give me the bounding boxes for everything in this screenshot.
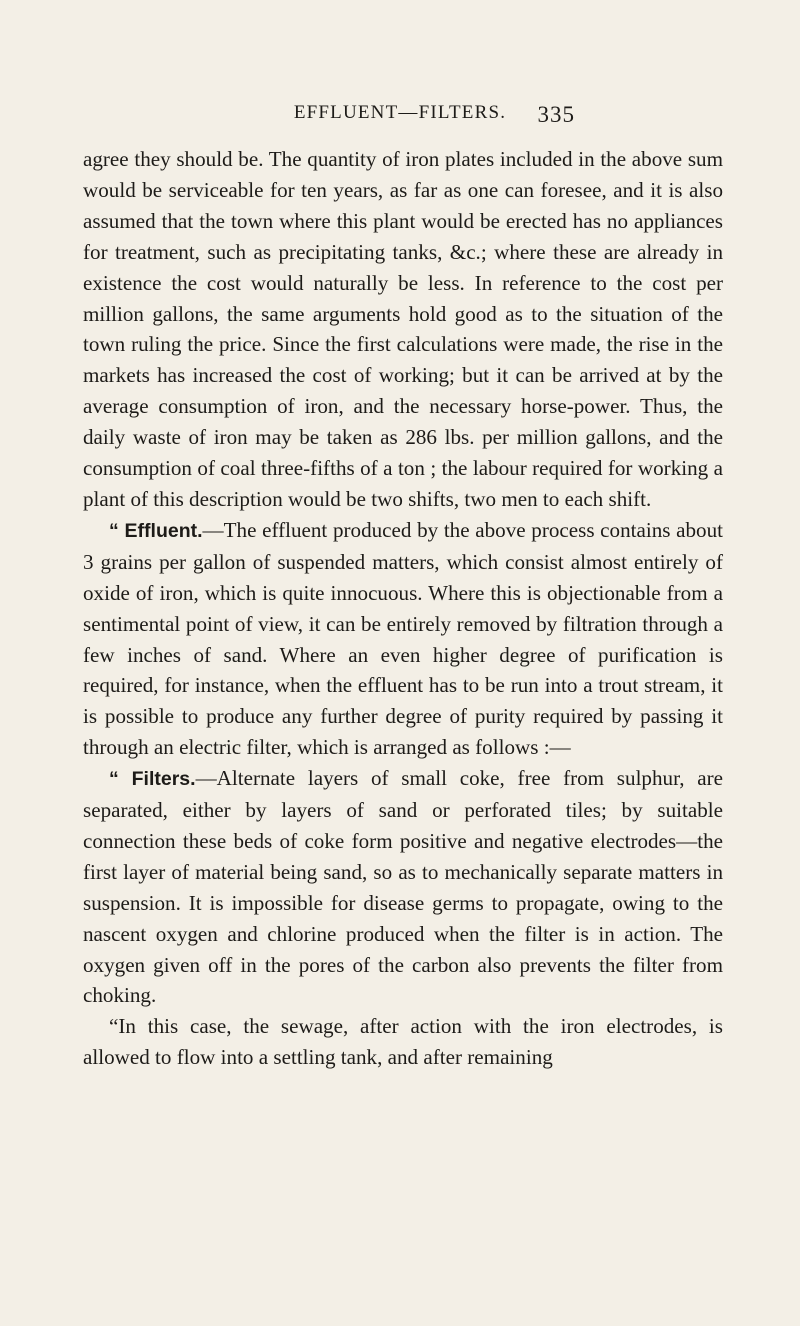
body-text <box>83 144 723 1073</box>
paragraph-text: agree they should be. The quantity of iron plates included in the above sum would be serviceable for ten years, as far as one can foresee, and it is also assumed that the town where this plant would be erected has no appliances for treatment, such as precipitating tanks, &c.; where these are already in existence the cost would naturally be less. In reference to the cost per million gallons, the same arguments hold good as to the situation of the town ruling the price. Since the first calculations were made, the rise in the markets has increased the cost of working; but it can be arrived at by the average consumption of iron, and the necessary horse-power. Thus, the daily waste of iron may be taken as 286 lbs. per million gallons, and the consumption of coal three-fifths of a ton ; the labour required for working a plant of this description would be two shifts, two men to each shift. <box>83 147 723 511</box>
page-header <box>0 100 800 134</box>
paragraph-filters <box>83 763 723 1011</box>
paragraph-text: —Alternate layers of small coke, free from sulphur, are separated, either by layers of sand or perforated tiles; by suitable connection these beds of coke form positive and negative electrodes—the first layer of material being sand, so as to mechanically separate matters in suspension. It is impossible for disease germs to propagate, owing to the nascent oxygen and chlorine produced when the filter is in action. The oxygen given off in the pores of the carbon also prevents the filter from choking. <box>83 766 724 1008</box>
paragraph-effluent <box>83 515 723 763</box>
page-number: 335 <box>537 102 575 127</box>
paragraph-sewage <box>83 1011 723 1073</box>
paragraph-text: —The effluent produced by the above process contains about 3 grains per gallon of suspended matters, which consist almost entirely of oxide of iron, which is quite innocuous. Where this is objectionable from a sentimental point of view, it can be entirely removed by filtration through a few inches of sand. Where an even higher degree of purification is required, for instance, when the effluent has to be run into a trout stream, it is possible to produce any further degree of purity required by passing it through an electric filter, which is arranged as follows :— <box>83 517 723 760</box>
section-heading-filters: “ Filters. <box>109 768 196 791</box>
paragraph-text: “In this case, the sewage, after action with the iron electrodes, is allowed to flow into a settling tank, and after remaining <box>83 1014 723 1070</box>
paragraph-cost <box>83 144 723 515</box>
running-title: EFFLUENT—FILTERS. <box>293 102 507 123</box>
section-heading-effluent: “ Effluent. <box>109 519 203 542</box>
